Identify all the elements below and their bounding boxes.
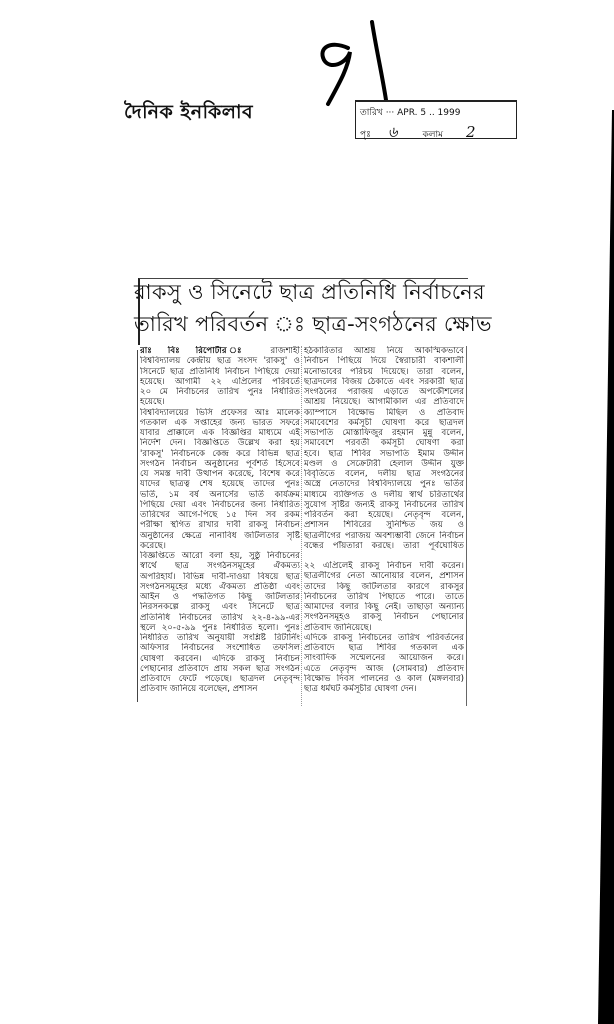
- article-headline: [134, 276, 492, 340]
- article-text-line: প্রতিবাদ জানিয়ে বলেছেন, প্রশাসন: [140, 684, 258, 695]
- article-text-line: পরিবর্তন করা হয়েছে। নেতৃবৃন্দ বলেন,: [304, 510, 464, 520]
- newspaper-masthead: দৈনিক ইনকিলাব: [124, 101, 254, 123]
- clipping-left-edge: [137, 350, 138, 702]
- article-text-line: গতকাল এক সপ্তাহের জন্য ভারত সফরে: [140, 417, 300, 428]
- article-text-line: বিজ্ঞপ্তিতে আরো বলা হয়, সুষ্ঠু নির্বাচনের: [140, 551, 300, 561]
- article-text-line: নির্ধারিত তারিখ অনুযায়ী সংশ্লিষ্ট রিটার্নিং: [140, 633, 300, 643]
- article-text-line: তারিখের আগে-পিছে ১৫ দিন সব রকম: [140, 510, 300, 520]
- article-text-line: সুযোগ সৃষ্টির জন্যই রাকসু নির্বাচনের তারিখ: [304, 499, 464, 510]
- article-text-line: ২২ এপ্রিলেই রাকসু নির্বাচন দাবী করেন।: [304, 561, 464, 571]
- article-text-line: হঠকারিতার আশ্রয় নিয়ে আকস্মিকভাবে: [304, 346, 464, 356]
- article-column-left: [140, 346, 300, 695]
- article-text-line: প্রতিবাদ জানিয়েছে।: [304, 622, 372, 633]
- article-text-line: ছাত্রলীগের নেতা আনোয়ার বলেন, প্রশাসন: [304, 571, 464, 582]
- article-text-line: ঘোষণা করবেন। এদিকে রাকসু নির্বাচন: [140, 653, 300, 664]
- article-text-line: মাধ্যমে ব্যক্তিগত ও দলীয় স্বার্থ চরিতার্থের: [304, 489, 464, 500]
- handwritten-number: [310, 18, 410, 108]
- stamp-page-row: [360, 121, 510, 146]
- article-text-line: ক্যাম্পাসে বিক্ষোভ মিছিল ও প্রতিবাদ: [304, 407, 464, 418]
- article-text-line: 'রাকসু' নির্বাচনকে কেন্দ্র করে বিভিন্ন ছাত্র: [140, 448, 300, 459]
- stamp-page-value: ৬: [387, 123, 398, 141]
- article-text-line: বন্ধের পাঁয়তারা করছে। তারা পূর্বঘোষিত: [304, 540, 464, 551]
- headline-line-1: রাকসু ও সিনেটে ছাত্র প্রতিনিধি নির্বাচনের: [134, 280, 485, 304]
- stamp-column-value: 2: [465, 123, 476, 141]
- article-text-line: নির্বাচন পিছিয়ে দিয়ে স্বৈরাচারী বাকশালী: [304, 356, 464, 367]
- article-text-line: আইন ও পদ্ধতিগত কিছু জটিলতার: [140, 592, 300, 602]
- column-divider: [301, 346, 302, 706]
- article-text-line: সংগঠনের পরাজয় এড়াতে অপকৌশলের: [304, 387, 464, 397]
- article-text-line: নির্বাচনের তারিখ পিছাতে পারে। তাতে: [304, 591, 464, 602]
- article-text-line: প্রশাসন শিবিরের সুনিশ্চিত জয় ও: [304, 520, 464, 531]
- stamp-column-label: কলাম: [422, 130, 444, 140]
- article-text-line: অস্ত্রে নেতাদের বিশ্ববিদ্যালয়ে পুনঃ ভর্তির: [304, 479, 464, 490]
- article-text-line: আমাদের বলার কিছু নেই। তাছাড়া অন্যান্য: [304, 602, 464, 612]
- article-text-line: ছাত্র ধর্মঘট কর্মসূচীর ঘোষণা দেন।: [304, 684, 417, 694]
- article-text-line: এতে নেতৃবৃন্দ আজ (সোমবার) প্রতিবাদ: [304, 663, 464, 674]
- article-text-line: অনুষ্ঠানের ক্ষেত্রে নানাবিধ জটিলতার সৃষ্টি: [140, 530, 300, 541]
- article-text-line: ২০ মে নির্বাচনের তারিখ পুনঃ নির্ধারিত: [140, 387, 300, 397]
- article-text-line: ছাত্রলীগের পরাজয় অবশ্যম্ভাবী জেনে নির্বাচন: [304, 530, 464, 541]
- article-text-line: সভাপতি মোস্তাফিজুর রহমান মুন্নু বলেন,: [304, 428, 464, 438]
- article-text-line: ভর্তি, ১ম বর্ষ অনার্সের ভর্তি কার্যক্রম: [140, 489, 300, 500]
- article-text-line: মণ্ডল ও সেক্রেটারী হেলাল উদ্দীন যুক্ত: [304, 458, 464, 469]
- article-text-line: সংগঠনসমূহের মধ্যে ঐকমত্য প্রতিষ্ঠা এবং: [140, 581, 300, 592]
- article-text-line: হবে। ছাত্র শিবির সভাপতি ইমাম উদ্দীন: [304, 448, 464, 459]
- article-text-line: প্রতিনিধি নির্বাচনের তারিখ ২২-৪-৯৯-এর: [140, 612, 300, 623]
- article-text-line: এদিকে রাকসু নির্বাচনের তারিখ পরিবর্তনের: [304, 632, 464, 643]
- article-text-line: প্রতিবাদে ছাত্র শিবির গতকাল এক: [304, 643, 464, 653]
- article-text-line: সিনেটে ছাত্র প্রতিনিধি নির্বাচন পিছিয়ে দেয়া: [140, 366, 300, 377]
- stamp-page-label: পৃঃ: [360, 130, 371, 140]
- article-text-line: [140, 346, 300, 356]
- article-text-line: বিবৃতিতে বলেন, দলীয় ছাত্র সংগঠনের: [304, 469, 464, 479]
- article-text-line: সংগঠনসমূহও রাকসু নির্বাচন পেছানোর: [304, 612, 464, 623]
- paragraph-gap: [304, 551, 464, 561]
- article-text-line: সাংবাদিক সম্মেলনের আয়োজন করে।: [304, 653, 464, 664]
- article-text-line: তাদের কিছু জটিলতার কারণে রাকসুর: [304, 581, 464, 592]
- article-text-line: ছাত্রদলের বিজয় ঠেকাতে এবং সরকারী ছাত্র: [304, 376, 464, 387]
- scan-edge-shadow: [590, 0, 614, 1024]
- article-text-line: অফিসার নির্বাচনের সংশোধিত তফসিল: [140, 643, 300, 654]
- article-text-line: বিশ্ববিদ্যালয় কেন্দ্রীয় ছাত্র সংসদ 'রাকসু' ও: [140, 356, 300, 367]
- article-byline: রাঃ বিঃ রিপোর্টার ঃ: [140, 346, 255, 356]
- article-text-line: পরীক্ষা স্থগিত রাখার দাবী রাকসু নির্বাচন: [140, 520, 300, 531]
- article-text-line: বিশ্ববিদ্যালয়ের ভিসি প্রফেসর আঃ মালেক: [140, 407, 300, 418]
- article-text-line: প্রতিবাদে ফেটে পড়েছে। ছাত্রদল নেতৃবৃন্দ: [140, 674, 300, 684]
- article-text-line: বিক্ষোভ দিবস পালনের ও কাল (মঙ্গলবার): [304, 673, 464, 684]
- article-text-line: আশ্রয় নিয়েছে। আগামীকাল এর প্রতিবাদে: [304, 397, 464, 408]
- article-text-line: সমাবেশের কর্মসূচী ঘোষণা করে ছাত্রদল: [304, 417, 464, 428]
- article-text-line: নিরসনকল্পে রাকসু এবং সিনেটে ছাত্র: [140, 602, 300, 613]
- article-text-line: স্বার্থে ছাত্র সংগঠনসমূহের ঐকমত্য: [140, 561, 300, 572]
- stamp-date-row: তারিখ ··· APR. 5 .. 1999: [360, 108, 461, 118]
- article-text-line: নির্দেশ দেন। বিজ্ঞপ্তিতে উল্লেখ করা হয়: [140, 438, 300, 449]
- headline-line-2: তারিখ পরিবর্তন ঃ ছাত্র-সংগঠনের ক্ষোভ: [134, 312, 492, 336]
- article-column-right: [304, 346, 464, 694]
- article-text-line: হয়েছে। আগামী ২২ এপ্রিলের পরিবর্তে: [140, 376, 300, 387]
- date-stamp-box: [355, 100, 517, 139]
- clipping-right-edge: [466, 346, 467, 706]
- article-text: রাজশাহী: [270, 346, 300, 356]
- article-text-line: যে সমস্ত দাবী উত্থাপন করেছে, বিশেষ করে: [140, 469, 300, 479]
- stamp-date-label: তারিখ: [360, 108, 383, 118]
- article-text-line: সমাবেশে পরবর্তী কর্মসূচী ঘোষণা করা: [304, 438, 464, 449]
- article-text-line: যাদের ছাত্রত্ব শেষ হয়েছে তাদের পুনঃ: [140, 479, 300, 490]
- article-text-line: সংগঠন নির্বাচন অনুষ্ঠানের পূর্বশর্ত হিসেবে: [140, 458, 300, 469]
- article-text-line: স্থলে ২০-৫-৯৯ পুনঃ নির্ধারিত হলো। পুনঃ: [140, 622, 300, 633]
- article-text-line: করেছে।: [140, 540, 166, 551]
- article-text-line: মনোভাবের পরিচয় দিয়েছে। তারা বলেন,: [304, 366, 464, 377]
- article-text-line: হয়েছে।: [140, 397, 165, 408]
- article-text-line: পেছানোর প্রতিবাদে প্রায় সকল ছাত্র সংগঠন: [140, 663, 300, 674]
- article-text-line: অপরিহার্য। বিভিন্ন দাবী-দাওয়া বিষয়ে ছাত্র: [140, 571, 300, 582]
- article-text-line: পিছিয়ে দেয়া এবং নির্বাচনের জন্য নির্ধারিত: [140, 499, 300, 510]
- article-text-line: যাবার প্রাক্কালে এক বিজ্ঞপ্তির মাধ্যমে এই: [140, 428, 300, 438]
- stamp-date-value: APR. 5 .. 1999: [397, 108, 461, 118]
